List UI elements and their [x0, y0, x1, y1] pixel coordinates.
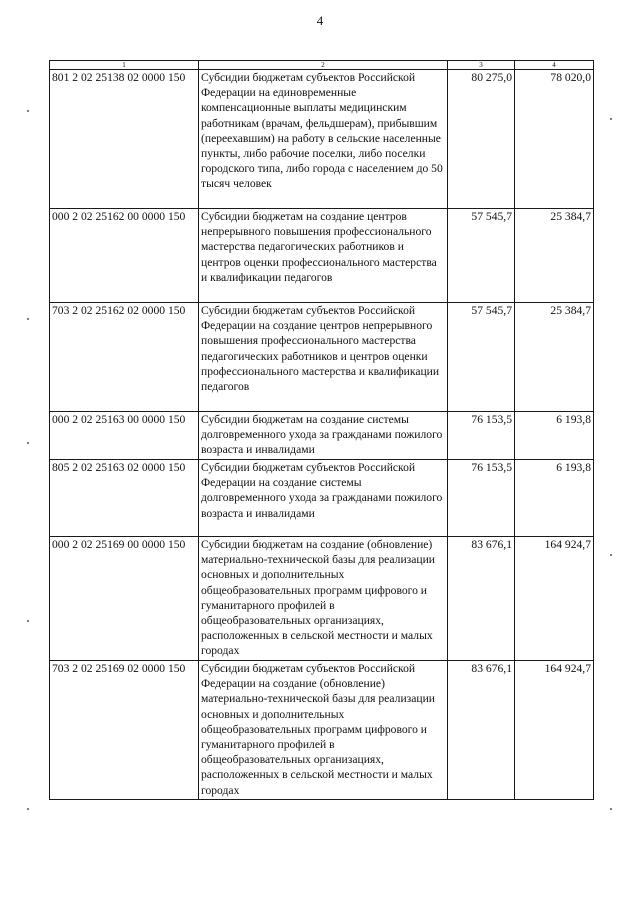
subsidy-name: Субсидии бюджетам субъектов Российской Федерации на создание центров непрерывного повышения профессионального мастерства педагогических работников и центров оценки профессионального мастерства и квалификации педагогов	[199, 303, 448, 412]
scan-dot	[27, 110, 29, 112]
amount-col4: 25 384,7	[515, 303, 594, 412]
subsidy-name: Субсидии бюджетам на создание системы долговременного ухода за гражданами пожилого возраста и инвалидами	[199, 412, 448, 460]
subsidy-name: Субсидии бюджетам субъектов Российской Федерации на создание системы долговременного ухода за гражданами пожилого возраста и инвалидами	[199, 460, 448, 537]
scan-dot	[610, 808, 612, 810]
table-row	[50, 209, 594, 303]
budget-code: 703 2 02 25169 02 0000 150	[50, 661, 199, 800]
table-row	[50, 303, 594, 412]
amount-col3: 76 153,5	[448, 460, 515, 537]
amount-col3: 57 545,7	[448, 303, 515, 412]
amount-col4: 6 193,8	[515, 412, 594, 460]
amount-col3: 80 275,0	[448, 70, 515, 209]
header-row	[50, 61, 594, 70]
scan-dot	[610, 118, 612, 120]
budget-code: 000 2 02 25162 00 0000 150	[50, 209, 199, 303]
subsidy-name: Субсидии бюджетам субъектов Российской Федерации на единовременные компенсационные выплаты медицинским работникам (врачам, фельдшерам), прибывшим (переехавшим) на работу в сельские населенные пункты, либо рабочие поселки, либо поселки городского типа, либо города с населением до 50 тысяч человек	[199, 70, 448, 209]
budget-table	[49, 60, 594, 800]
subsidy-name: Субсидии бюджетам субъектов Российской Федерации на создание (обновление) материально-технической базы для реализации основных и дополнительных общеобразовательных программ цифрового и гуманитарного профилей в общеобразовательных организациях, расположенных в сельской местности и малых городах	[199, 661, 448, 800]
table-row	[50, 70, 594, 209]
budget-code: 000 2 02 25163 00 0000 150	[50, 412, 199, 460]
amount-col4: 164 924,7	[515, 661, 594, 800]
scan-dot	[27, 442, 29, 444]
table-row	[50, 537, 594, 661]
amount-col4: 78 020,0	[515, 70, 594, 209]
budget-code: 703 2 02 25162 02 0000 150	[50, 303, 199, 412]
budget-code: 801 2 02 25138 02 0000 150	[50, 70, 199, 209]
page-number: 4	[316, 13, 324, 28]
table-row	[50, 460, 594, 537]
amount-col4: 164 924,7	[515, 537, 594, 661]
amount-col3: 83 676,1	[448, 661, 515, 800]
budget-code: 805 2 02 25163 02 0000 150	[50, 460, 199, 537]
scan-dot	[27, 318, 29, 320]
table-row	[50, 661, 594, 800]
budget-code: 000 2 02 25169 00 0000 150	[50, 537, 199, 661]
header-col-1: 1	[50, 61, 199, 70]
table-row	[50, 412, 594, 460]
amount-col3: 57 545,7	[448, 209, 515, 303]
amount-col4: 25 384,7	[515, 209, 594, 303]
scan-dot	[27, 620, 29, 622]
subsidy-name: Субсидии бюджетам на создание (обновление) материально-технической базы для реализации основных и дополнительных общеобразовательных программ цифрового и гуманитарного профилей в общеобразовательных организациях, расположенных в сельской местности и малых городах	[199, 537, 448, 661]
scan-dot	[27, 808, 29, 810]
header-col-4: 4	[515, 61, 594, 70]
scan-dot	[610, 554, 612, 556]
subsidy-name: Субсидии бюджетам на создание центров непрерывного повышения профессионального мастерства педагогических работников и центров оценки профессионального мастерства и квалификации педагогов	[199, 209, 448, 303]
header-col-2: 2	[199, 61, 448, 70]
header-col-3: 3	[448, 61, 515, 70]
amount-col3: 76 153,5	[448, 412, 515, 460]
amount-col3: 83 676,1	[448, 537, 515, 661]
amount-col4: 6 193,8	[515, 460, 594, 537]
